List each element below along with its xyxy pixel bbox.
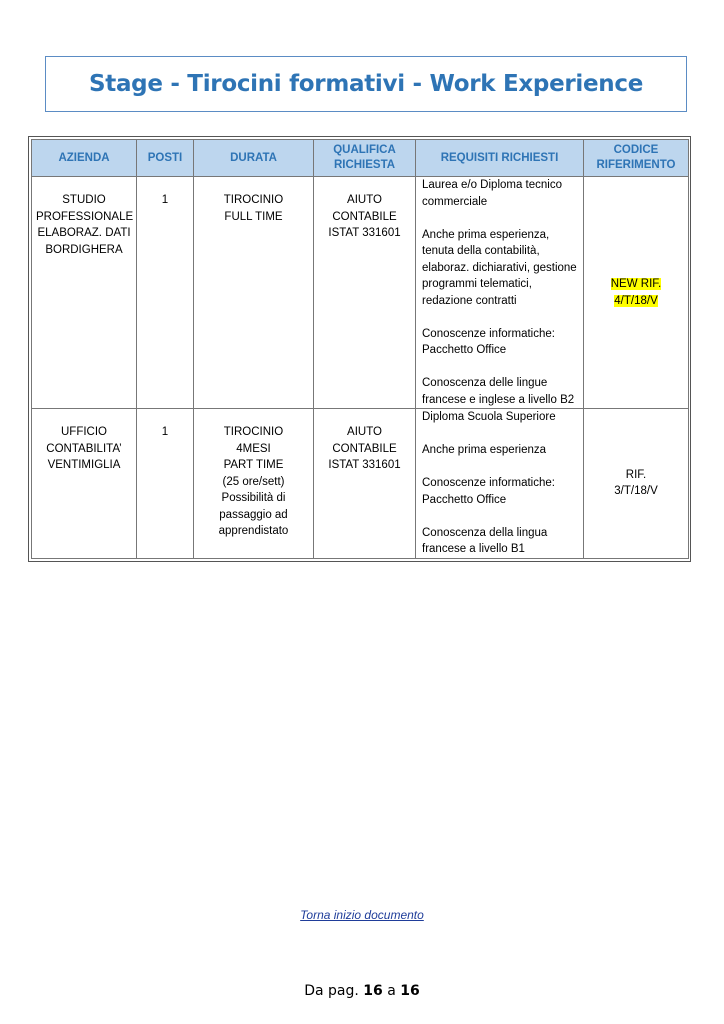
cell-durata: TIROCINIO FULL TIME: [194, 177, 314, 409]
reference-code-highlighted: NEW RIF. 4/T/18/V: [610, 278, 662, 307]
job-table-frame: [28, 136, 691, 562]
footer-separator: a: [387, 983, 396, 999]
requirement-text: Conoscenze informatiche: Pacchetto Office: [422, 477, 555, 506]
cell-requisiti: [416, 177, 584, 409]
back-to-top-link[interactable]: Torna inizio documento: [300, 908, 424, 922]
requirement-text: Laurea e/o Diploma tecnico commerciale: [422, 179, 562, 208]
footer-current-page: 16: [363, 983, 383, 999]
requirement-text: Conoscenza della lingua francese a livello B1: [422, 526, 548, 555]
header-azienda: AZIENDA: [32, 140, 137, 177]
page-footer: [0, 983, 724, 999]
requirement-text: Anche prima esperienza: [422, 444, 547, 456]
cell-posti: 1: [137, 409, 194, 559]
header-codice: CODICE RIFERIMENTO: [584, 140, 689, 177]
cell-azienda: STUDIO PROFESSIONALE ELABORAZ. DATI BORDIGHERA: [32, 177, 137, 409]
footer-prefix: Da pag.: [304, 983, 359, 999]
requirement-text: Anche prima esperienza, tenuta della contabilità, elaboraz. dichiarativi, gestione programmi telematici, redazione contratti: [422, 228, 577, 307]
job-table: [31, 139, 689, 559]
requirement-text: Diploma Scuola Superiore: [422, 411, 556, 423]
header-durata: DURATA: [194, 140, 314, 177]
header-qualifica: QUALIFICA RICHIESTA: [314, 140, 416, 177]
footer-total-pages: 16: [400, 983, 420, 999]
header-posti: POSTI: [137, 140, 194, 177]
requirement-text: Conoscenza delle lingue francese e inglese a livello B2: [422, 377, 575, 406]
cell-qualifica: AIUTO CONTABILE ISTAT 331601: [314, 409, 416, 559]
table-row: [32, 409, 689, 559]
cell-qualifica: AIUTO CONTABILE ISTAT 331601: [314, 177, 416, 409]
cell-azienda: UFFICIO CONTABILITA’ VENTIMIGLIA: [32, 409, 137, 559]
page-title: Stage - Tirocini formativi - Work Experience: [89, 71, 643, 97]
cell-posti: 1: [137, 177, 194, 409]
header-requisiti: REQUISITI RICHIESTI: [416, 140, 584, 177]
cell-codice: RIF. 3/T/18/V: [584, 409, 689, 559]
cell-requisiti: [416, 409, 584, 559]
cell-codice: [584, 177, 689, 409]
title-box: [45, 56, 687, 112]
table-header-row: [32, 140, 689, 177]
cell-durata: TIROCINIO 4MESI PART TIME (25 ore/sett) Possibilità di passaggio ad apprendistato: [194, 409, 314, 559]
requirement-text: Conoscenze informatiche: Pacchetto Office: [422, 327, 555, 356]
table-row: [32, 177, 689, 409]
